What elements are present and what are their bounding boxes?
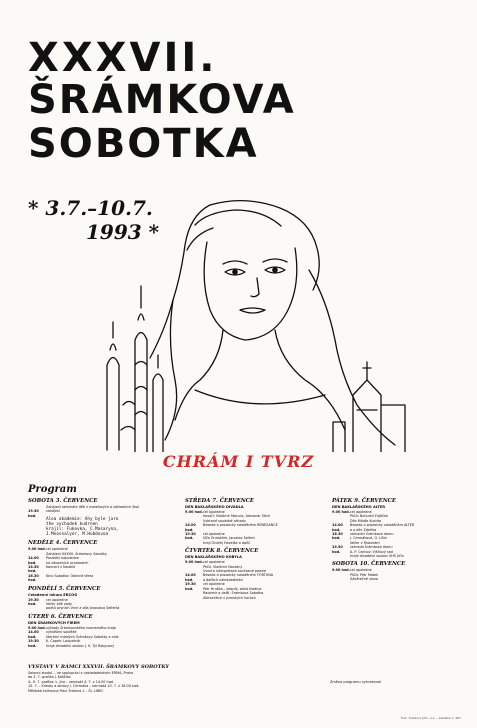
poster-title-line-1: XXXVII. (28, 35, 218, 81)
program-event (185, 532, 325, 545)
program-day-title: NEDĚLE 4. ČERVENCE (28, 540, 98, 547)
exhibition-line: 10. 7. – Kresby a obrazy J. Čermáka – vernisáž 10. 7. v 16.00 hod. (28, 684, 140, 689)
event-time: 9.00 hod. (185, 560, 204, 565)
event-time: 14.30 hod. (28, 565, 39, 574)
event-time: 19.30 hod. (28, 639, 39, 648)
event-text: cel opoledne Víťa Ondráček, Jaroslav Seifert hrají Ondřej Havelka a další (203, 532, 255, 545)
event-text: Poslední odpoledne na závazných prostorech (46, 556, 89, 565)
event-time: 9.00 hod. (185, 510, 204, 514)
event-time: 19.30 hod. (28, 597, 39, 607)
program-day-title: ÚTERÝ 6. ČERVENCE (28, 613, 93, 620)
program-day (28, 498, 178, 537)
exhibition-line: 4.–9. 7. grafika: L. Jíra – vernisáž 4. 7. v 14.00 hod. (28, 679, 114, 684)
exhibitions-section (28, 664, 188, 693)
event-time: 19.30 hod. (332, 545, 343, 554)
line-art-illustration (95, 190, 415, 452)
event-text: vyhlášení soutěže literární mladých Šrámkovy Sobotky a cele (46, 630, 119, 639)
program-event (28, 565, 178, 574)
event-text: Koncert v kostele (46, 565, 76, 570)
event-text: cel opoledne hovoří: Vladimír Macura, Alexandr Stich Vybrané soudobé záhady (203, 510, 271, 523)
event-time: 14.00 hod. (185, 573, 196, 582)
event-time: 14.00 hod. (185, 523, 196, 532)
event-text: zahradní Šrámkova domu J. Cermáková, O. Lišin Večer v Palackém (350, 532, 394, 545)
program-day-title: ČTVRTEK 8. ČERVENCE (185, 548, 259, 555)
program-change-note: Změna programu vyhrazena! (330, 680, 382, 684)
event-time: 14.00 hod. (28, 630, 39, 639)
event-time: 16.30 hod. (332, 532, 343, 541)
poster-title-line-3: SOBOTKA (28, 121, 259, 167)
program-day (28, 614, 178, 648)
event-time: 19.30 hod. (185, 532, 196, 541)
program-heading: Program (28, 484, 77, 495)
typed-insert-text: Alea akademie: Ahy byle jaro the vychodek kudrnen krajil: Fukovka, C.Masaryna, J.Mnosnalyer, M.Hubdovoa (46, 517, 119, 537)
program-event (28, 556, 178, 565)
program-day-title: PONDĚLÍ 5. ČERVENCE (28, 585, 101, 592)
program-day-title: SOBOTA 3. ČERVENCE (28, 498, 98, 504)
program-event (332, 510, 457, 523)
program-day-venue: DEN BAKLAŘSKÉHO DIVADLA (185, 505, 244, 509)
event-time: 14.00 hod. (28, 556, 39, 565)
exhibitions-list (28, 671, 188, 693)
program-day-title: SOBOTA 10. ČERVENCE (332, 561, 406, 568)
exhibition-line: do 3. 7. grafika J. Koščíka (28, 675, 71, 680)
program-column-2 (185, 495, 325, 600)
event-text: zahrada Šrámkova domu A. P. Čechov: Višňový sad hraje divadelní soubor VHS Jičín (350, 545, 404, 559)
program-event (28, 574, 178, 583)
program-day (332, 561, 457, 581)
event-text: cel opoledne Večer bílé vody poetů prvních Vrch a díla Jaroslava Seiferta (46, 597, 120, 611)
event-text: Beseda o prozaicky naladěném RENESANCE (203, 523, 278, 528)
event-time: 9.00 hod. (28, 625, 47, 630)
program-event (332, 568, 457, 581)
exhibitions-heading: VÝSTAVY V RÁMCI XXXVII. ŠRÁMKOVY SOBOTKY (28, 664, 170, 670)
program-day-title: STŘEDA 7. ČERVENCE (185, 498, 255, 504)
program-day-venue: DEN ŠRÁMKOVÝCH FIREM (28, 620, 80, 625)
exhibition-line: Městská knihovna Piaci Šrámka 1 – ŠI: LIBEC (28, 688, 104, 693)
program-event (332, 532, 457, 545)
event-text: Beseda o prozaicky naladěném FORTUNA a dalších nakladatelství (203, 573, 274, 582)
program-event (28, 630, 178, 639)
program-day-venue: Celodenní inkurs ERCOG (28, 592, 78, 597)
date-year: 1993 * (86, 220, 160, 244)
exhibition-line: Salonní stodol. – ve spolupráci s nakladatelstvím ERMA, Praha (28, 671, 134, 675)
event-time: 9.00 hod. (28, 547, 47, 552)
event-time: 9.00 hod. (332, 568, 351, 573)
program-column-1 (28, 495, 178, 648)
program-day (332, 498, 457, 558)
event-time: 19.30 hod. (185, 582, 196, 591)
event-text: zahájení (46, 509, 61, 514)
program-event (332, 545, 457, 558)
program-event (28, 547, 178, 556)
event-text: Beseda o prozaicky naladěném ALTER a o díle Zdeňka (350, 523, 415, 532)
event-text: cel opoledne Petr Hruška – básník, zlatá hladina Radomír a další: Šrámkova Sobotka Albrechtice v Jizerských horách (203, 582, 264, 600)
program-day (185, 548, 325, 600)
event-time: 16.30 hod. (28, 573, 39, 583)
event-time: 19.30 hod. (28, 509, 39, 518)
printer-imprint: Tisk: Tiskárna Jičín, a.s. – zakázka č. 387 (400, 716, 461, 720)
program-day-venue: DEN BAKLAŘSKÉHO ALTER (332, 505, 386, 509)
program-day (185, 498, 325, 545)
program-day (28, 586, 178, 611)
event-text: cel opoledne PhDr. Vladimír Novotný Úvod a interpretace současné poezie (203, 560, 266, 574)
program-event (185, 510, 325, 523)
event-time: 14.00 hod. (332, 523, 343, 532)
program-day-venue: DEN BAKLAŘSKÉHO KOBYLA (185, 555, 242, 560)
event-text: cel opoledne Zahájení XXXVII. Šrámkovy Sobotky (46, 547, 107, 556)
program-column-3 (332, 495, 457, 582)
program-event (28, 639, 178, 648)
poster-title-line-2: ŠRÁMKOVA (28, 77, 296, 123)
program-event (185, 560, 325, 573)
event-time: 9.00 hod. (332, 510, 351, 514)
program-day (28, 540, 178, 582)
program-event (28, 598, 178, 611)
event-text: Zahájení semináře dětí z mateřských a základních škol (46, 505, 139, 509)
event-text: Kino Sobotka: Obecné téma (46, 573, 94, 578)
event-text: cel opoledne PhDr. Bohumil Fojtíček Dílo Miloše Kuchta (350, 510, 389, 523)
event-text: výklady Šrámkovského rozmarného kraje (46, 625, 116, 630)
program-subtitle: CHRÁM I TVRZ (162, 452, 315, 471)
program-event (185, 582, 325, 600)
date-range: * 3.7.–10.7. (28, 196, 153, 220)
program-day-title: PÁTEK 9. ČERVENCE (332, 498, 397, 504)
program-event (185, 523, 325, 532)
event-text: cel opoledne PhDr. Petr Matek Závěrečné slovo (350, 568, 379, 582)
program-event (185, 573, 325, 582)
program-event (332, 523, 457, 532)
event-text: K. Čapek: Loupežník hraje divadelní soubor J. K. Tyl Rokycany (46, 639, 115, 648)
